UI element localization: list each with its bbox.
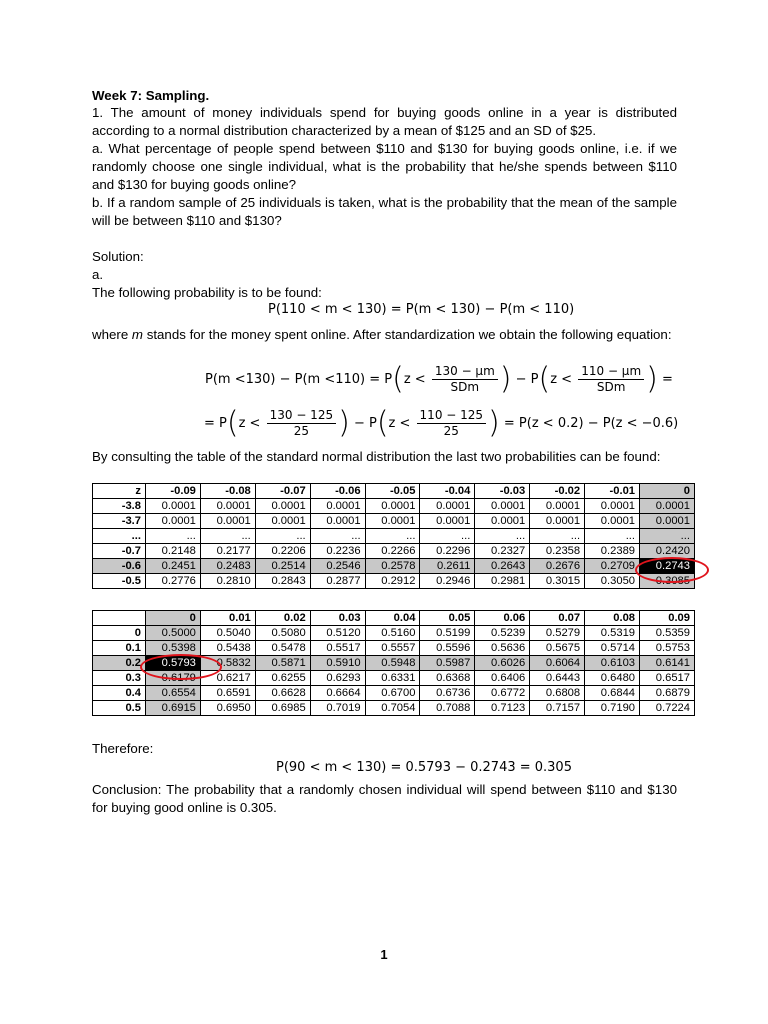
row-label-cell: ...: [93, 529, 146, 544]
value-cell: 0.6985: [255, 701, 310, 716]
value-cell: 0.5793: [146, 656, 201, 671]
value-cell: 0.5478: [255, 641, 310, 656]
value-cell: 0.6026: [475, 656, 530, 671]
row-label-cell: 0.1: [93, 641, 146, 656]
page-heading: Week 7: Sampling.: [92, 88, 210, 103]
value-cell: 0.7088: [420, 701, 475, 716]
value-cell: ...: [146, 529, 201, 544]
part-a-label: a.: [92, 267, 104, 282]
therefore-label: Therefore:: [92, 741, 154, 756]
value-cell: 0.6217: [200, 671, 255, 686]
table-row: [93, 514, 695, 529]
conclusion-text: Conclusion: The probability that a randomly chosen individual will spend between $110 and $130 for buying good online is 0.305.: [92, 782, 677, 815]
value-cell: 0.5832: [200, 656, 255, 671]
header-cell: -0.02: [530, 484, 585, 499]
value-cell: 0.5871: [255, 656, 310, 671]
value-cell: 0.6406: [475, 671, 530, 686]
value-cell: 0.3050: [585, 574, 640, 589]
value-cell: 0.5239: [475, 626, 530, 641]
table-header-row: [93, 484, 695, 499]
value-cell: ...: [530, 529, 585, 544]
value-cell: 0.2148: [146, 544, 201, 559]
value-cell: ...: [310, 529, 365, 544]
header-cell: 0.08: [585, 611, 640, 626]
header-cell: -0.07: [255, 484, 310, 499]
header-cell: 0.03: [310, 611, 365, 626]
value-cell: 0.5199: [420, 626, 475, 641]
value-cell: 0.6293: [310, 671, 365, 686]
problem-a: a. What percentage of people spend between $110 and $130 for buying goods online, i.e. if we randomly choose one single individual, what is the probability that he/she spends between $110 and $130 for buying goods online?: [92, 141, 677, 192]
consult-text: By consulting the table of the standard normal distribution the last two probabilities can be found:: [92, 449, 661, 464]
value-cell: 0.2810: [200, 574, 255, 589]
value-cell: ...: [365, 529, 420, 544]
value-cell: 0.7054: [365, 701, 420, 716]
header-cell: -0.01: [585, 484, 640, 499]
value-cell: 0.5160: [365, 626, 420, 641]
value-cell: 0.0001: [420, 514, 475, 529]
value-cell: ...: [255, 529, 310, 544]
value-cell: 0.2877: [310, 574, 365, 589]
equation-4: P(90 < m < 130) = 0.5793 − 0.2743 = 0.305: [276, 760, 572, 775]
value-cell: 0.6554: [146, 686, 201, 701]
value-cell: 0.0001: [585, 499, 640, 514]
value-cell: ...: [200, 529, 255, 544]
header-cell: -0.04: [420, 484, 475, 499]
value-cell: 0.7224: [640, 701, 695, 716]
value-cell: 0.2546: [310, 559, 365, 574]
header-cell: 0: [640, 484, 695, 499]
value-cell: 0.6950: [200, 701, 255, 716]
value-cell: 0.0001: [640, 499, 695, 514]
value-cell: 0.5714: [585, 641, 640, 656]
value-cell: 0.2643: [475, 559, 530, 574]
row-label-cell: -0.7: [93, 544, 146, 559]
value-cell: 0.2946: [420, 574, 475, 589]
header-cell: 0.09: [640, 611, 695, 626]
value-cell: 0.0001: [475, 499, 530, 514]
value-cell: 0.0001: [200, 499, 255, 514]
table-row: [93, 574, 695, 589]
value-cell: 0.6368: [420, 671, 475, 686]
header-cell: 0.01: [200, 611, 255, 626]
value-cell: 0.2389: [585, 544, 640, 559]
value-cell: 0.6443: [530, 671, 585, 686]
table-row: [93, 686, 695, 701]
value-cell: 0.7123: [475, 701, 530, 716]
value-cell: 0.5987: [420, 656, 475, 671]
table-row: [93, 499, 695, 514]
value-cell: 0.0001: [255, 514, 310, 529]
value-cell: 0.6591: [200, 686, 255, 701]
header-cell: 0.06: [475, 611, 530, 626]
value-cell: 0.6879: [640, 686, 695, 701]
row-label-cell: 0.3: [93, 671, 146, 686]
value-cell: ...: [475, 529, 530, 544]
value-cell: 0.6844: [585, 686, 640, 701]
row-label-cell: -0.5: [93, 574, 146, 589]
equation-1: P(110 < m < 130) = P(m < 130) − P(m < 110): [268, 302, 575, 317]
highlight-ring-0.5793: [140, 654, 222, 680]
value-cell: 0.2451: [146, 559, 201, 574]
value-cell: ...: [640, 529, 695, 544]
row-label-cell: 0.4: [93, 686, 146, 701]
value-cell: 0.6915: [146, 701, 201, 716]
value-cell: 0.6103: [585, 656, 640, 671]
value-cell: 0.2177: [200, 544, 255, 559]
value-cell: 0.5000: [146, 626, 201, 641]
z-table-negative: [92, 483, 695, 589]
value-cell: 0.6628: [255, 686, 310, 701]
header-cell: -0.09: [146, 484, 201, 499]
value-cell: 0.2843: [255, 574, 310, 589]
value-cell: 0.7019: [310, 701, 365, 716]
value-cell: 0.0001: [200, 514, 255, 529]
value-cell: 0.6772: [475, 686, 530, 701]
row-label-cell: -0.6: [93, 559, 146, 574]
header-cell: 0.02: [255, 611, 310, 626]
header-cell: 0.07: [530, 611, 585, 626]
row-label-cell: 0: [93, 626, 146, 641]
value-cell: 0.5040: [200, 626, 255, 641]
value-cell: 0.5753: [640, 641, 695, 656]
value-cell: 0.0001: [310, 514, 365, 529]
value-cell: 0.2206: [255, 544, 310, 559]
value-cell: 0.2327: [475, 544, 530, 559]
equation-2: P(m <130) − P(m <110) = P(z < $\frac{130 - \mu m}{\text{SDm}}$ ) − P(z < $\frac{110 - \mu m}{\text{SDm}}$ ) =: [205, 361, 673, 397]
value-cell: 0.5120: [310, 626, 365, 641]
value-cell: 0.0001: [530, 499, 585, 514]
header-cell: 0.04: [365, 611, 420, 626]
value-cell: 0.0001: [420, 499, 475, 514]
value-cell: 0.6700: [365, 686, 420, 701]
value-cell: 0.6517: [640, 671, 695, 686]
header-cell: -0.03: [475, 484, 530, 499]
row-label-cell: 0.2: [93, 656, 146, 671]
value-cell: 0.0001: [365, 514, 420, 529]
value-cell: 0.5319: [585, 626, 640, 641]
header-cell: 0.05: [420, 611, 475, 626]
value-cell: 0.3015: [530, 574, 585, 589]
value-cell: 0.5359: [640, 626, 695, 641]
value-cell: 0.3085: [640, 574, 695, 589]
value-cell: 0.6664: [310, 686, 365, 701]
value-cell: 0.2776: [146, 574, 201, 589]
value-cell: 0.0001: [310, 499, 365, 514]
value-cell: 0.5636: [475, 641, 530, 656]
table-row: [93, 529, 695, 544]
value-cell: 0.0001: [640, 514, 695, 529]
value-cell: 0.2743: [640, 559, 695, 574]
row-label-cell: 0.5: [93, 701, 146, 716]
value-cell: 0.5398: [146, 641, 201, 656]
value-cell: 0.5910: [310, 656, 365, 671]
value-cell: 0.6179: [146, 671, 201, 686]
value-cell: 0.2420: [640, 544, 695, 559]
value-cell: 0.2676: [530, 559, 585, 574]
value-cell: 0.2578: [365, 559, 420, 574]
header-cell: 0: [146, 611, 201, 626]
value-cell: 0.2236: [310, 544, 365, 559]
value-cell: 0.2266: [365, 544, 420, 559]
solution-label: Solution:: [92, 249, 144, 264]
value-cell: 0.6736: [420, 686, 475, 701]
value-cell: 0.5557: [365, 641, 420, 656]
equation-3: = P(z < $\frac{130 - 125}{25}$ ) − P(z < $\frac{110 - 125}{25}$ ) = P(z < 0.2) − P(z < −0.6): [204, 405, 679, 441]
value-cell: 0.2483: [200, 559, 255, 574]
value-cell: 0.0001: [475, 514, 530, 529]
table-row: [93, 701, 695, 716]
value-cell: 0.7190: [585, 701, 640, 716]
value-cell: 0.6064: [530, 656, 585, 671]
value-cell: 0.5675: [530, 641, 585, 656]
row-label-cell: -3.8: [93, 499, 146, 514]
value-cell: 0.2358: [530, 544, 585, 559]
value-cell: 0.6141: [640, 656, 695, 671]
value-cell: 0.5080: [255, 626, 310, 641]
problem-1: 1. The amount of money individuals spend for buying goods online in a year is distributed according to a normal distribution characterized by a mean of $125 and an SD of $25.: [92, 105, 677, 138]
table-row: [93, 626, 695, 641]
row-label-cell: -3.7: [93, 514, 146, 529]
value-cell: 0.7157: [530, 701, 585, 716]
value-cell: 0.0001: [146, 514, 201, 529]
value-cell: 0.6331: [365, 671, 420, 686]
value-cell: 0.2611: [420, 559, 475, 574]
value-cell: 0.0001: [146, 499, 201, 514]
header-cell: -0.08: [200, 484, 255, 499]
value-cell: 0.0001: [365, 499, 420, 514]
value-cell: 0.0001: [255, 499, 310, 514]
header-cell: [93, 611, 146, 626]
value-cell: 0.6808: [530, 686, 585, 701]
value-cell: 0.2514: [255, 559, 310, 574]
value-cell: 0.2981: [475, 574, 530, 589]
value-cell: 0.5596: [420, 641, 475, 656]
value-cell: 0.6255: [255, 671, 310, 686]
value-cell: 0.5279: [530, 626, 585, 641]
value-cell: 0.2709: [585, 559, 640, 574]
where-text: where m stands for the money spent online. After standardization we obtain the following equation:: [92, 327, 672, 342]
table-row: [93, 544, 695, 559]
value-cell: 0.2296: [420, 544, 475, 559]
header-cell: -0.05: [365, 484, 420, 499]
solution-intro: The following probability is to be found:: [92, 285, 322, 300]
value-cell: ...: [420, 529, 475, 544]
value-cell: 0.5948: [365, 656, 420, 671]
header-cell: z: [93, 484, 146, 499]
page-number: 1: [380, 947, 388, 962]
value-cell: 0.5517: [310, 641, 365, 656]
value-cell: 0.6480: [585, 671, 640, 686]
value-cell: 0.0001: [530, 514, 585, 529]
table-header-row: [93, 611, 695, 626]
header-cell: -0.06: [310, 484, 365, 499]
value-cell: 0.0001: [585, 514, 640, 529]
highlight-ring-0.2743: [635, 557, 709, 583]
value-cell: 0.5438: [200, 641, 255, 656]
value-cell: ...: [585, 529, 640, 544]
table-row: [93, 559, 695, 574]
problem-b: b. If a random sample of 25 individuals is taken, what is the probability that the mean of the sample will be between $110 and $130?: [92, 195, 677, 228]
value-cell: 0.2912: [365, 574, 420, 589]
